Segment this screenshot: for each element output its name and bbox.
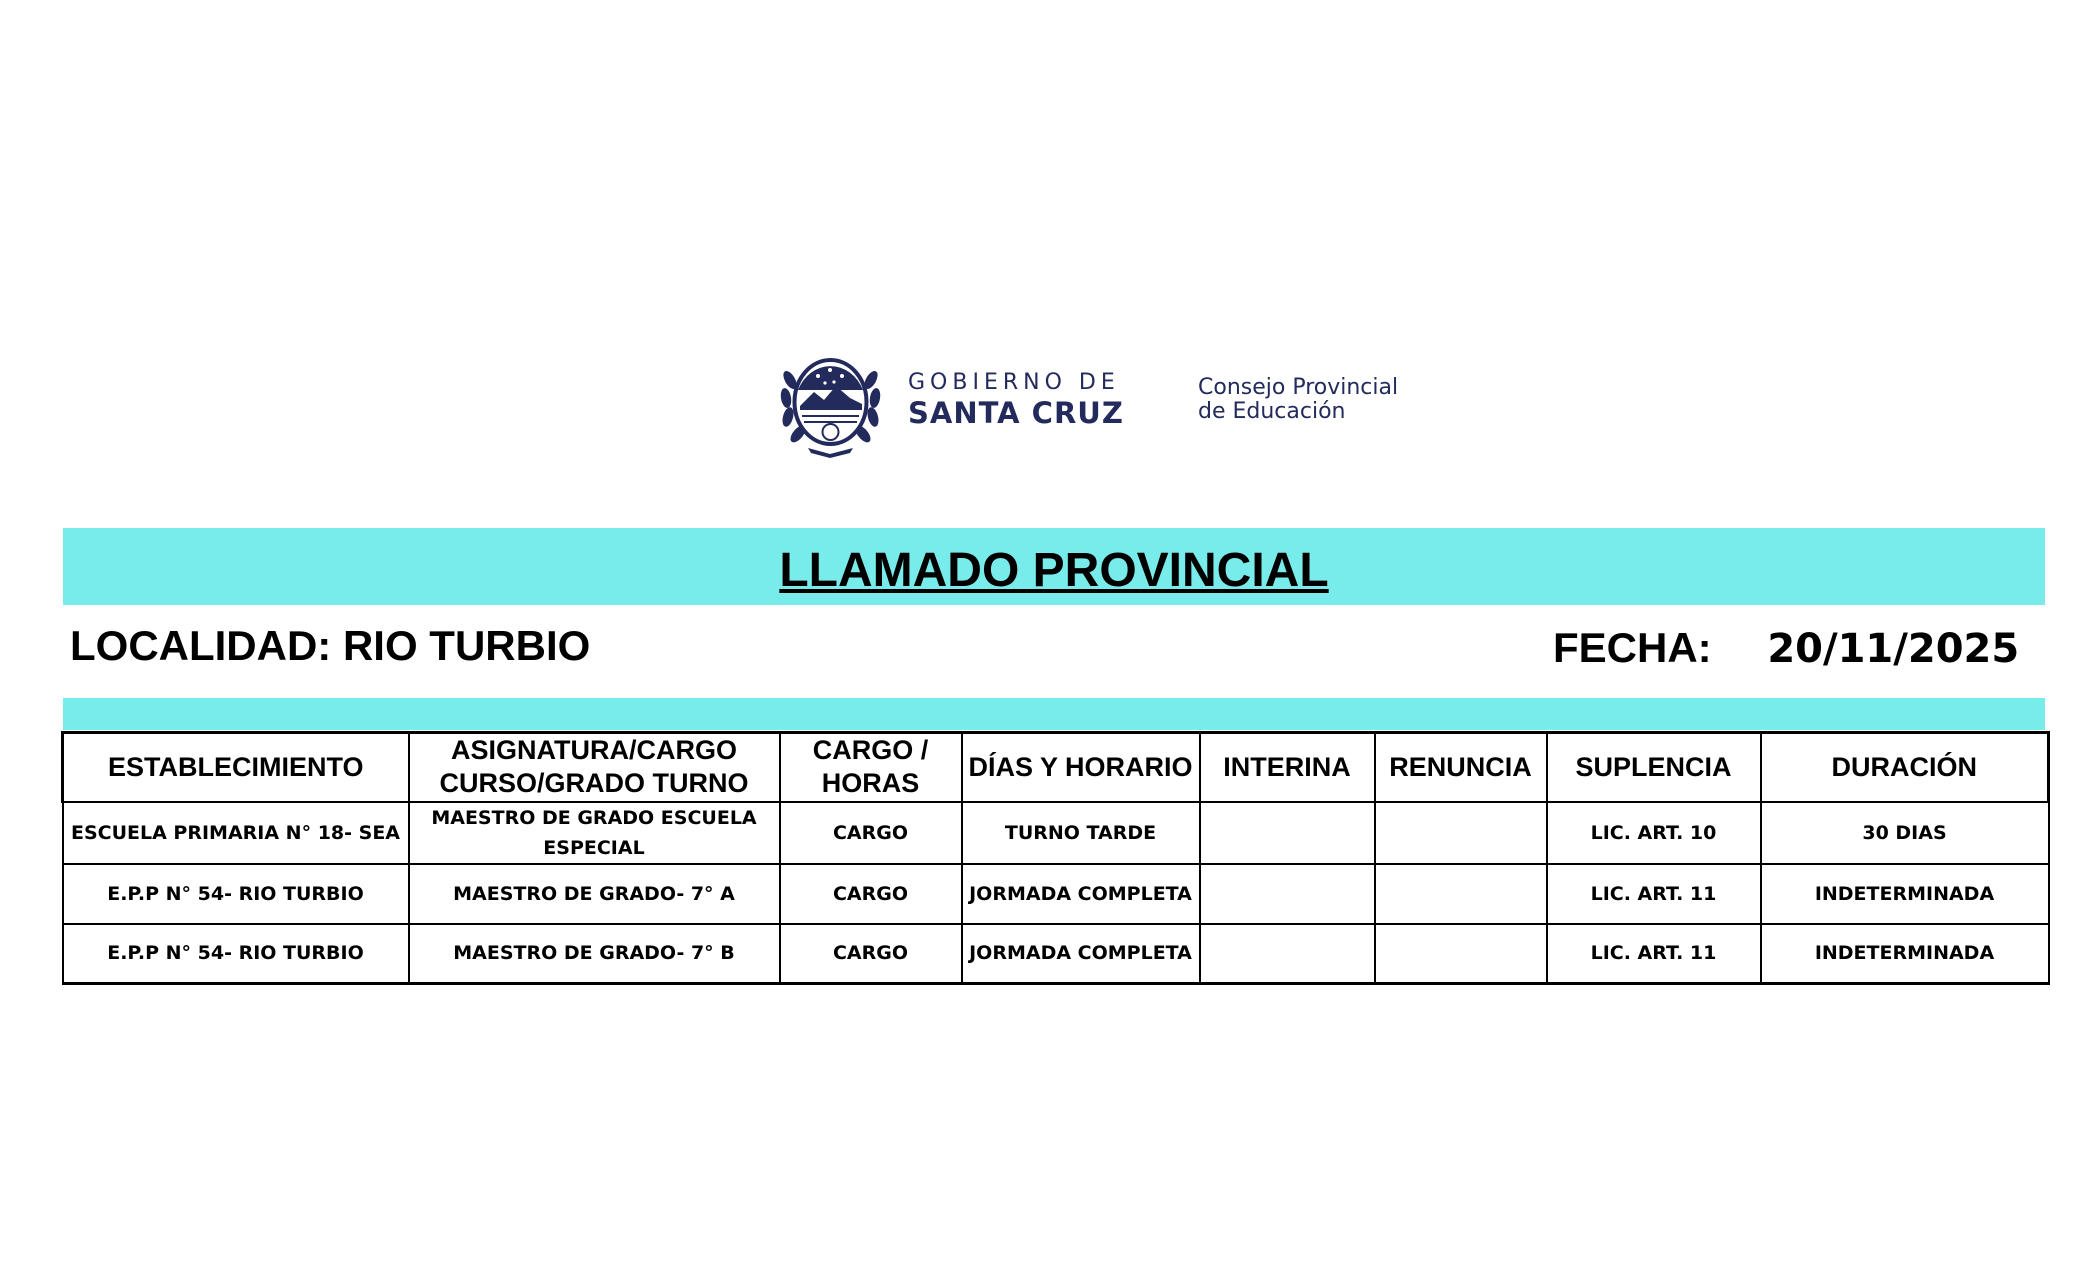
cell-cargo-horas: CARGO [780,802,962,864]
header-interina: INTERINA [1200,733,1375,802]
cell-asignatura: MAESTRO DE GRADO- 7° B [409,924,780,984]
cell-cargo-horas: CARGO [780,864,962,924]
cell-interina [1200,802,1375,864]
cell-establecimiento: E.P.P N° 54- RIO TURBIO [63,864,409,924]
cell-renuncia [1375,924,1547,984]
cell-renuncia [1375,802,1547,864]
fecha-label: FECHA: [1553,624,1712,671]
cell-establecimiento: E.P.P N° 54- RIO TURBIO [63,924,409,984]
cell-cargo-horas: CARGO [780,924,962,984]
cell-suplencia: LIC. ART. 11 [1547,924,1761,984]
cell-establecimiento: ESCUELA PRIMARIA N° 18- SEA [63,802,409,864]
fecha-block [1553,624,2019,672]
header-cargo-horas: CARGO / HORAS [780,733,962,802]
cell-duracion: INDETERMINADA [1761,924,2049,984]
cell-dias-horario: JORMADA COMPLETA [962,864,1200,924]
table-row [63,924,2049,984]
cell-suplencia: LIC. ART. 10 [1547,802,1761,864]
llamado-table-wrapper [61,731,2047,985]
cell-dias-horario: TURNO TARDE [962,802,1200,864]
header-dias-horario: DÍAS Y HORARIO [962,733,1200,802]
header-duracion: DURACIÓN [1761,733,2049,802]
gov-line-2: SANTA CRUZ [908,396,1124,430]
gov-line-1: GOBIERNO DE [908,370,1120,395]
cell-duracion: 30 DIAS [1761,802,2049,864]
fecha-value: 20/11/2025 [1767,626,2020,672]
llamado-table [61,731,2050,985]
table-header-row [63,733,2049,802]
cell-dias-horario: JORMADA COMPLETA [962,924,1200,984]
cell-interina [1200,864,1375,924]
consejo-provincial-wordmark [1198,376,1398,424]
table-row [63,864,2049,924]
page-title: LLAMADO PROVINCIAL [779,544,1329,597]
localidad-label: LOCALIDAD: RIO TURBIO [70,622,591,669]
header-suplencia: SUPLENCIA [1547,733,1761,802]
title-bar [63,528,2045,605]
cpe-line-1: Consejo Provincial [1198,375,1399,400]
header-logo [778,340,1438,460]
accent-divider [63,698,2045,730]
cpe-line-2: de Educación [1198,399,1346,424]
cell-renuncia [1375,864,1547,924]
cell-asignatura: MAESTRO DE GRADO- 7° A [409,864,780,924]
cell-duracion: INDETERMINADA [1761,864,2049,924]
header-establecimiento: ESTABLECIMIENTO [63,733,409,802]
gobierno-santa-cruz-wordmark [908,370,1124,430]
cell-interina [1200,924,1375,984]
header-renuncia: RENUNCIA [1375,733,1547,802]
table-row [63,802,2049,864]
santa-cruz-seal-icon [778,340,883,460]
header-asignatura: ASIGNATURA/CARGO CURSO/GRADO TURNO [409,733,780,802]
cell-asignatura: MAESTRO DE GRADO ESCUELA ESPECIAL [409,802,780,864]
cell-suplencia: LIC. ART. 11 [1547,864,1761,924]
